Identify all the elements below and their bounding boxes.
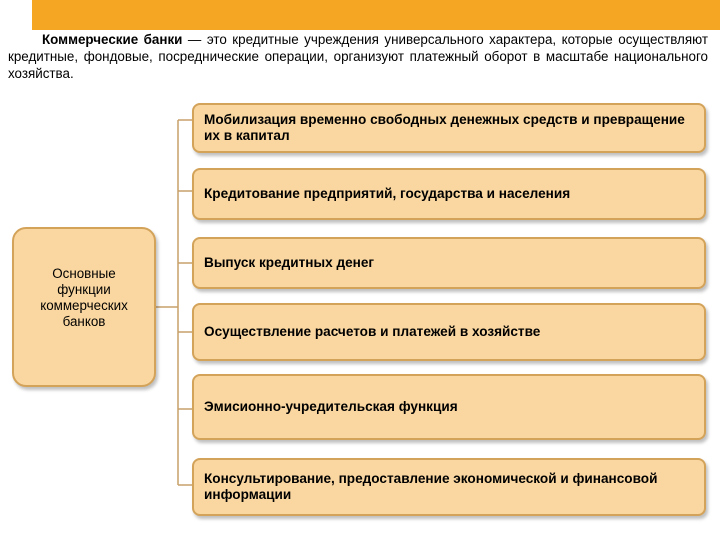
function-label: Осуществление расчетов и платежей в хозяйстве <box>204 324 541 339</box>
function-box-consulting <box>192 458 706 516</box>
function-box-emission <box>192 374 706 440</box>
function-label: Кредитование предприятий, государства и населения <box>204 186 571 201</box>
main-functions-box <box>12 227 156 387</box>
function-box-mobilization <box>192 103 706 153</box>
function-label: Мобилизация временно свободных денежных средств и превращение их в капитал <box>204 112 685 143</box>
intro-definition: — это кредитные учреждения универсального характера, которые осуществляют кредитные, фондовые, посреднические операции, организуют платежный оборот в масштабе национального хозяйства. <box>8 32 708 81</box>
intro-term: Коммерческие банки <box>42 32 183 47</box>
main-functions-label: Основные функции коммерческих банков <box>40 266 128 329</box>
function-label: Эмисионно-учредительская функция <box>204 399 458 414</box>
function-box-crediting <box>192 168 706 220</box>
function-label: Выпуск кредитных денег <box>204 255 375 270</box>
function-box-settlements <box>192 303 706 361</box>
function-label: Консультирование, предоставление экономической и финансовой информации <box>204 471 658 502</box>
function-box-money-issue <box>192 237 706 289</box>
